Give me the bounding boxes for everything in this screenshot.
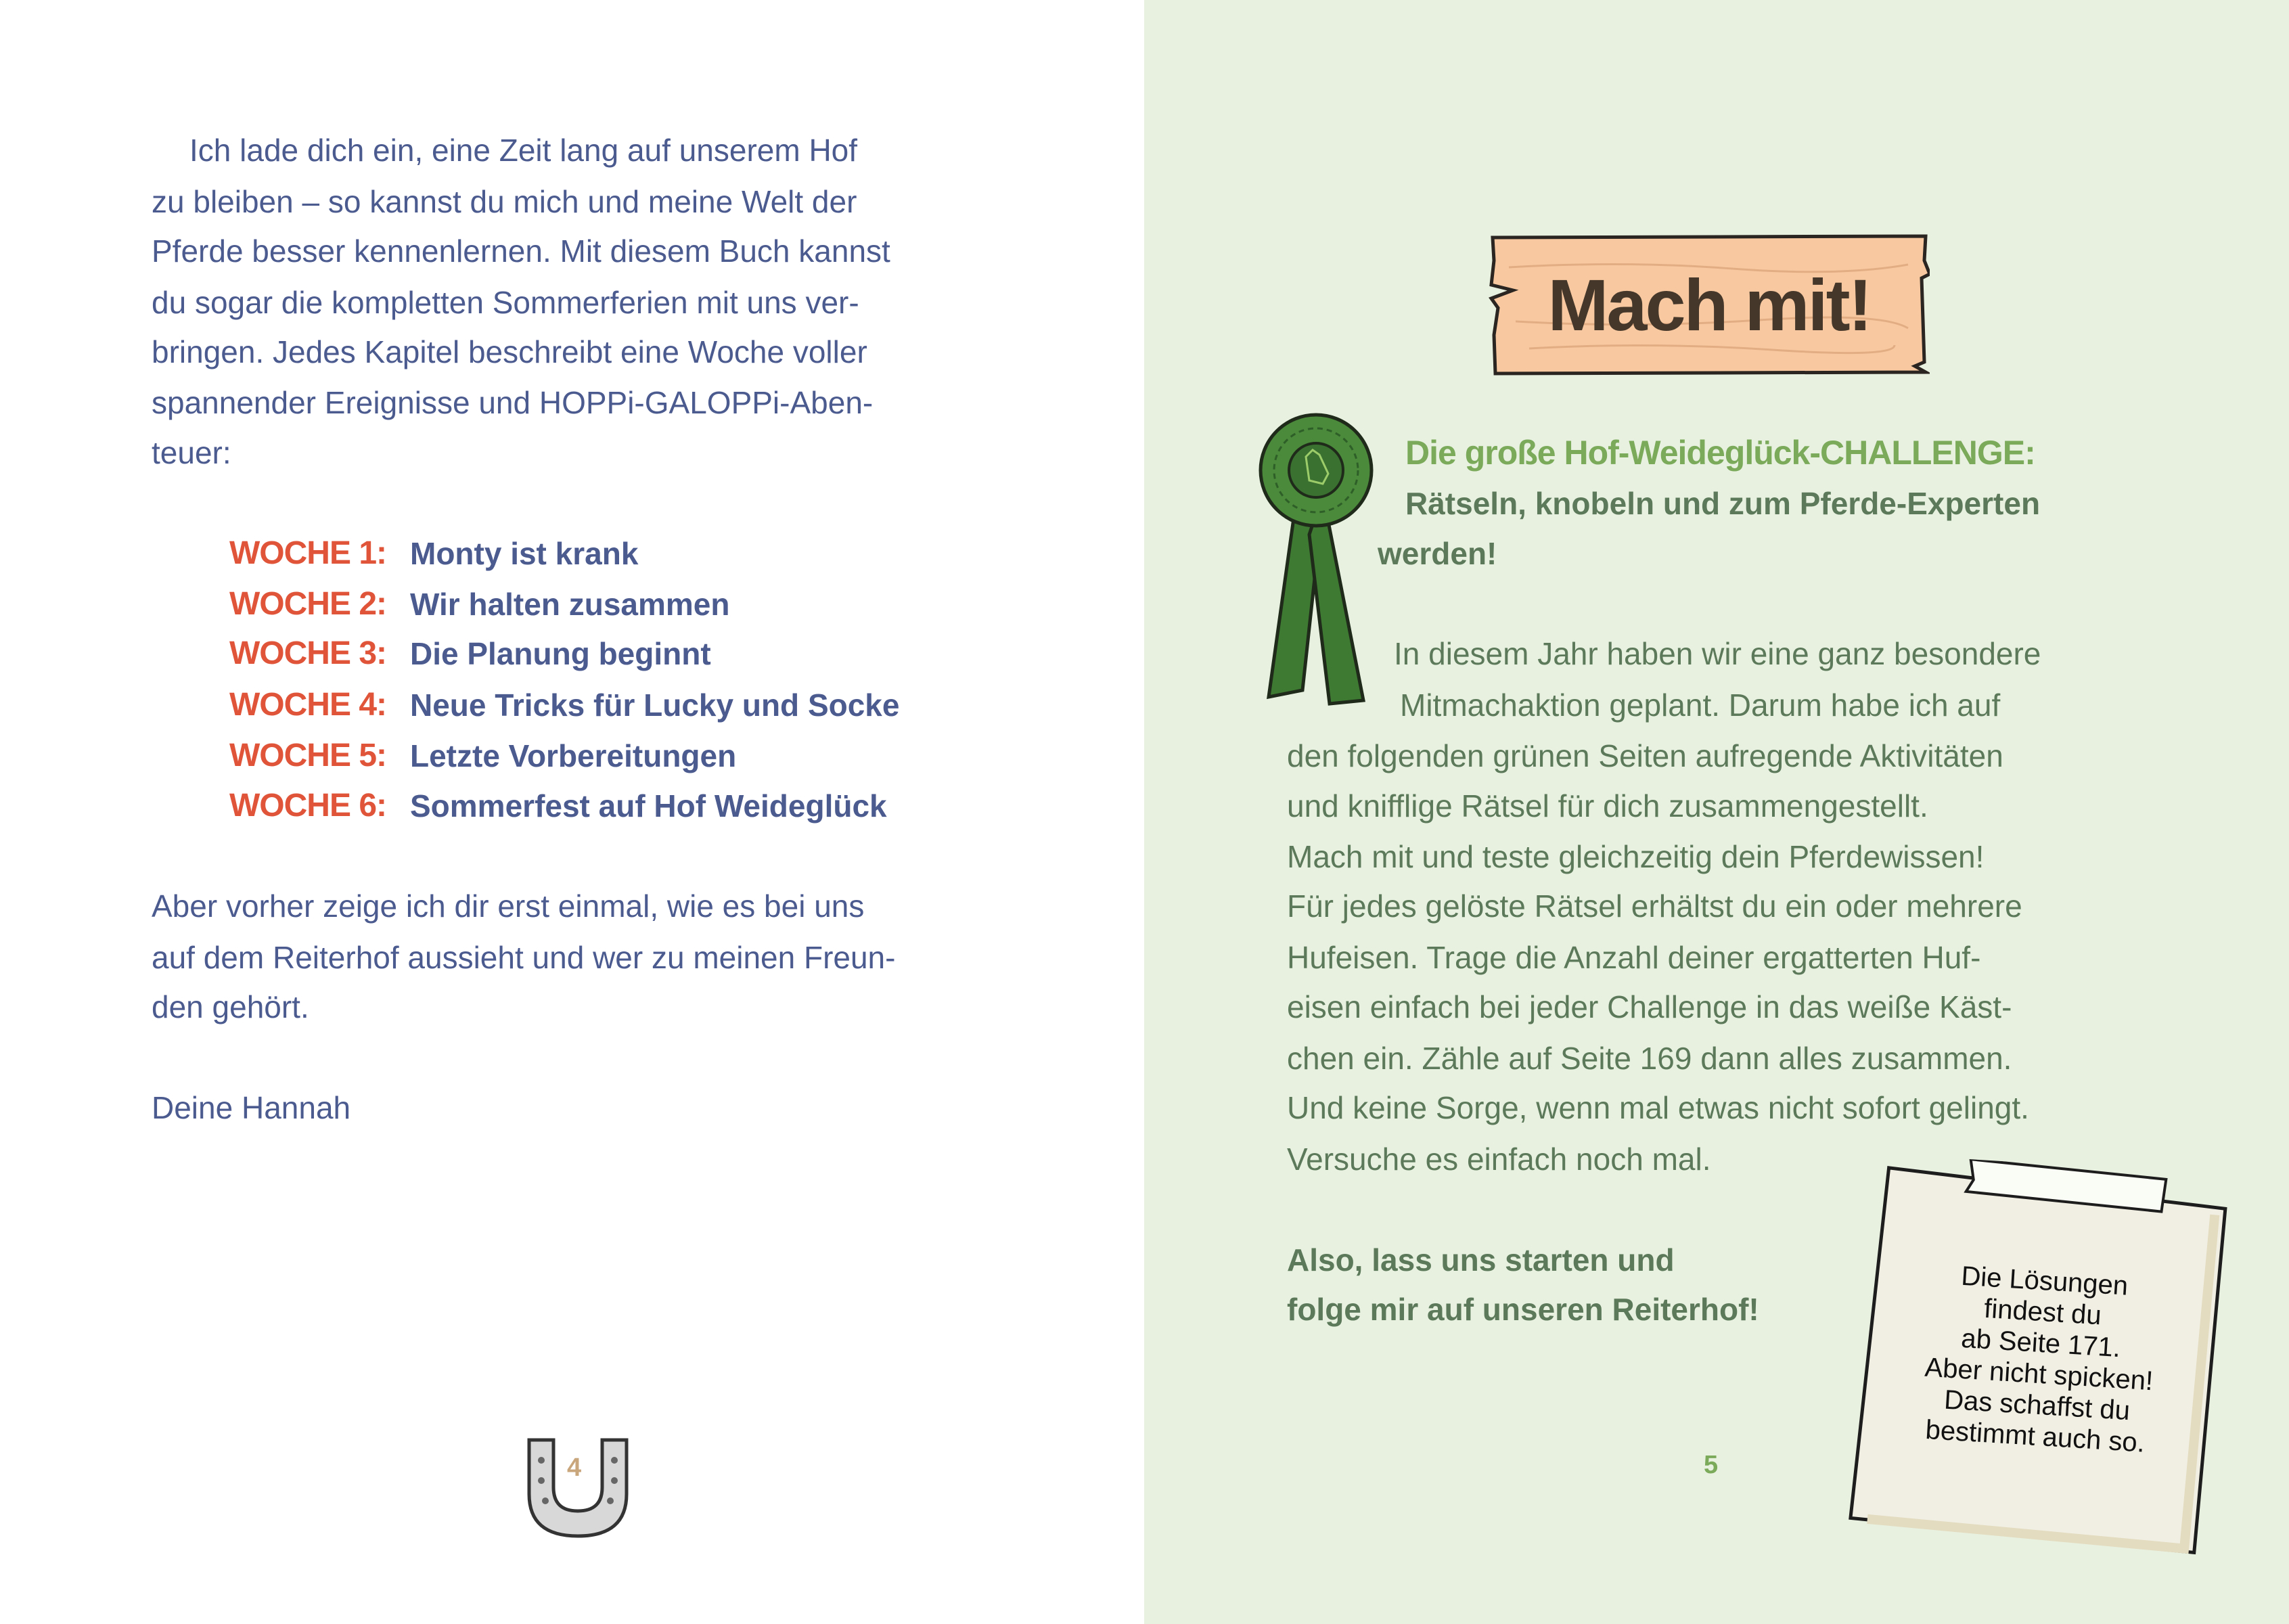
note-line: bestimmt auch so. <box>1924 1414 2146 1458</box>
note-line: Die Lösungen <box>1960 1261 2129 1301</box>
body-line: Mach mit und teste gleichzeitig dein Pferdewissen! <box>1287 839 1985 874</box>
week-label: WOCHE 4: <box>229 687 386 723</box>
body-line: Für jedes gelöste Rätsel erhältst du ein oder mehrere <box>1287 888 2022 924</box>
body-line: chen ein. Zähle auf Seite 169 dann alles zusammen. <box>1287 1041 2012 1076</box>
body-line: Hufeisen. Trage die Anzahl deiner ergatterten Huf- <box>1287 940 1981 975</box>
challenge-heading: Die große Hof-Weideglück-CHALLENGE: <box>1405 434 2035 472</box>
week-label: WOCHE 6: <box>229 788 386 824</box>
signature: Deine Hannah <box>152 1090 351 1125</box>
intro-line: du sogar die kompletten Sommerferien mit uns ver- <box>152 285 859 320</box>
challenge-subheading: werden! <box>1378 536 1497 571</box>
page-number-right: 5 <box>1704 1451 1719 1479</box>
body-line: Versuche es einfach noch mal. <box>1287 1142 1711 1177</box>
week-label: WOCHE 1: <box>229 535 386 571</box>
sign-title: Mach mit! <box>1547 264 1871 346</box>
solutions-note <box>1846 1153 2234 1560</box>
outro-line: Aber vorher zeige ich dir erst einmal, wie es bei uns <box>152 888 865 924</box>
note-line: Das schaffst du <box>1943 1384 2131 1426</box>
intro-line: Pferde besser kennenlernen. Mit diesem Buch kannst <box>152 233 890 269</box>
week-title: Letzte Vorbereitungen <box>410 738 737 773</box>
intro-line: bringen. Jedes Kapitel beschreibt eine Woche voller <box>152 334 867 369</box>
week-title: Monty ist krank <box>410 536 639 571</box>
body-line: Und keine Sorge, wenn mal etwas nicht sofort gelingt. <box>1287 1090 2029 1125</box>
note-text <box>1852 1255 2228 1463</box>
intro-line: spannender Ereignisse und HOPPi-GALOPPi-Aben- <box>152 385 874 420</box>
body-line: In diesem Jahr haben wir eine ganz besondere <box>1394 636 2041 671</box>
outro-line: auf dem Reiterhof aussieht und wer zu meinen Freun- <box>152 940 896 975</box>
page-number-left: 4 <box>567 1453 582 1482</box>
week-title: Die Planung beginnt <box>410 636 711 671</box>
challenge-subheading: Rätseln, knobeln und zum Pferde-Experten <box>1405 486 2041 521</box>
week-title: Sommerfest auf Hof Weideglück <box>410 788 887 824</box>
note-line: Aber nicht spicken! <box>1924 1352 2154 1397</box>
note-line: findest du <box>1983 1293 2102 1331</box>
body-line: eisen einfach bei jeder Challenge in das weiße Käst- <box>1287 989 2012 1024</box>
week-label: WOCHE 2: <box>229 586 386 622</box>
week-label: WOCHE 5: <box>229 738 386 773</box>
intro-line: zu bleiben – so kannst du mich und meine Welt der <box>152 184 857 219</box>
closing-line: folge mir auf unseren Reiterhof! <box>1287 1292 1759 1327</box>
note-line: ab Seite 171. <box>1960 1323 2122 1363</box>
week-title: Wir halten zusammen <box>410 587 730 622</box>
horseshoe-icon <box>520 1433 636 1541</box>
week-title: Neue Tricks für Lucky und Socke <box>410 687 900 723</box>
intro-line: teuer: <box>152 435 231 470</box>
mach-mit-sign <box>1489 233 1930 376</box>
closing-line: Also, lass uns starten und <box>1287 1242 1675 1278</box>
rosette-icon <box>1255 413 1380 707</box>
body-line: Mitmachaktion geplant. Darum habe ich auf <box>1400 687 2001 723</box>
body-line: und knifflige Rätsel für dich zusammengestellt. <box>1287 788 1928 824</box>
outro-line: den gehört. <box>152 989 309 1024</box>
week-label: WOCHE 3: <box>229 635 386 671</box>
body-line: den folgenden grünen Seiten aufregende Aktivitäten <box>1287 738 2003 773</box>
intro-line: Ich lade dich ein, eine Zeit lang auf unserem Hof <box>189 133 858 168</box>
